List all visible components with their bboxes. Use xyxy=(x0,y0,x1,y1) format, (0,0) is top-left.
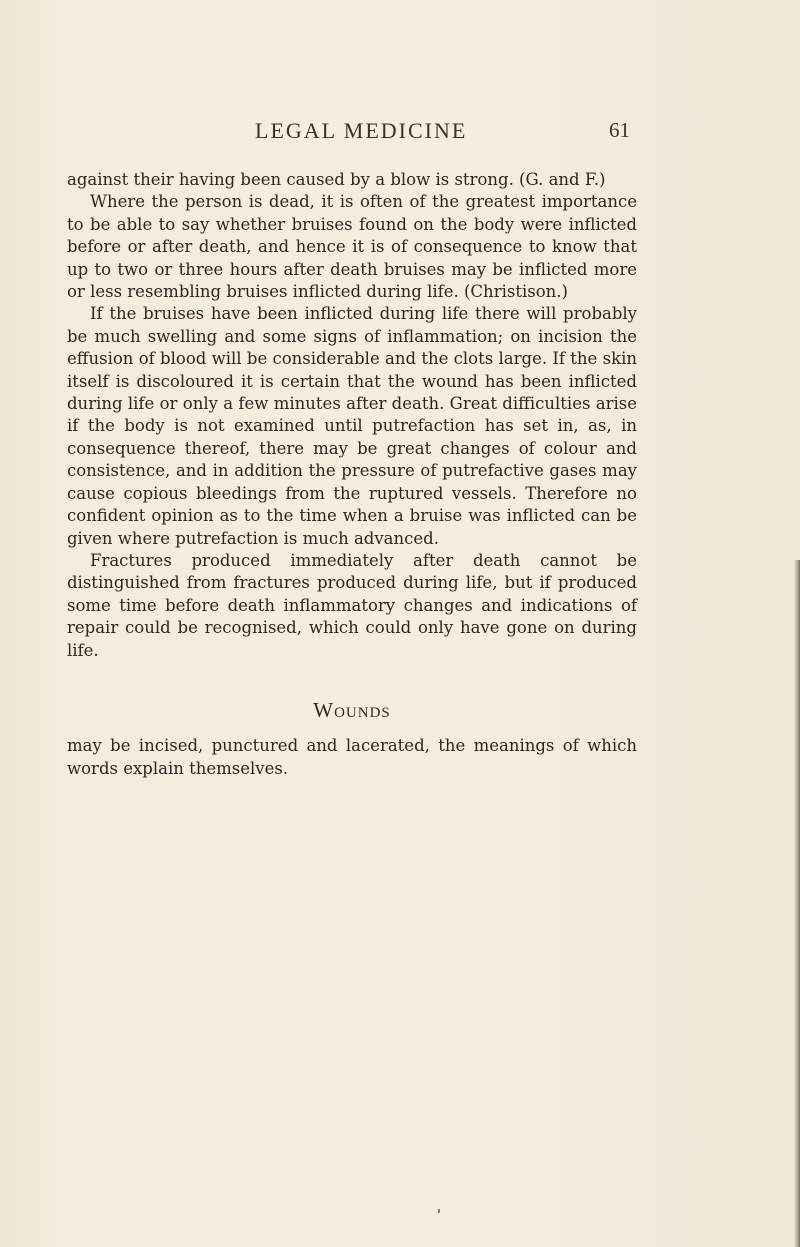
page-number: 61 xyxy=(609,118,630,142)
paragraph-bruises-during-life: If the bruises have been inflicted during life there will probably be much swelling and some signs of inflammation; on incision the effusion of blood will be considerable and the clots large. If the skin itself is discoloured it is certain that the wound has been inflicted during life or only a few minutes after death. Great difficulties arise if the body is not examined until putrefaction has set in, as, in consequence thereof, there may be great changes of colour and consistence, and in addition the pressure of putrefactive gases may cause copious bleedings from the ruptured vessels. Therefore no confident opinion as to the time when a bruise was inflicted can be given where putrefaction is much advanced. xyxy=(67,304,637,548)
running-head: LEGAL MEDICINE xyxy=(255,118,468,143)
paragraph-fractures: Fractures produced immediately after death cannot be distinguished from fractures produced during life, but if produced some time before death inflammatory changes and indications of repair could be recognised, which could only have gone on during life. xyxy=(67,550,637,660)
paragraph-continuation: against their having been caused by a blow is strong. (G. and F.) xyxy=(67,170,606,189)
paragraph-bruises-after-death: Where the person is dead, it is often of the greatest importance to be able to say whether bruises found on the body were inflicted before or after death, and hence it is of consequence to know that up to two or three hours after death bruises may be inflicted more or less resembling bruises inflicted during life. (Christison.) xyxy=(67,192,637,302)
page-edge-shadow xyxy=(794,560,800,1247)
section-heading-wounds: Wounds xyxy=(313,697,391,722)
paragraph-wounds: may be incised, punctured and lacerated, the meanings of which words explain themselves. xyxy=(67,736,637,778)
ink-speck xyxy=(438,1209,440,1213)
body-text xyxy=(67,169,637,780)
page-header xyxy=(0,118,800,148)
